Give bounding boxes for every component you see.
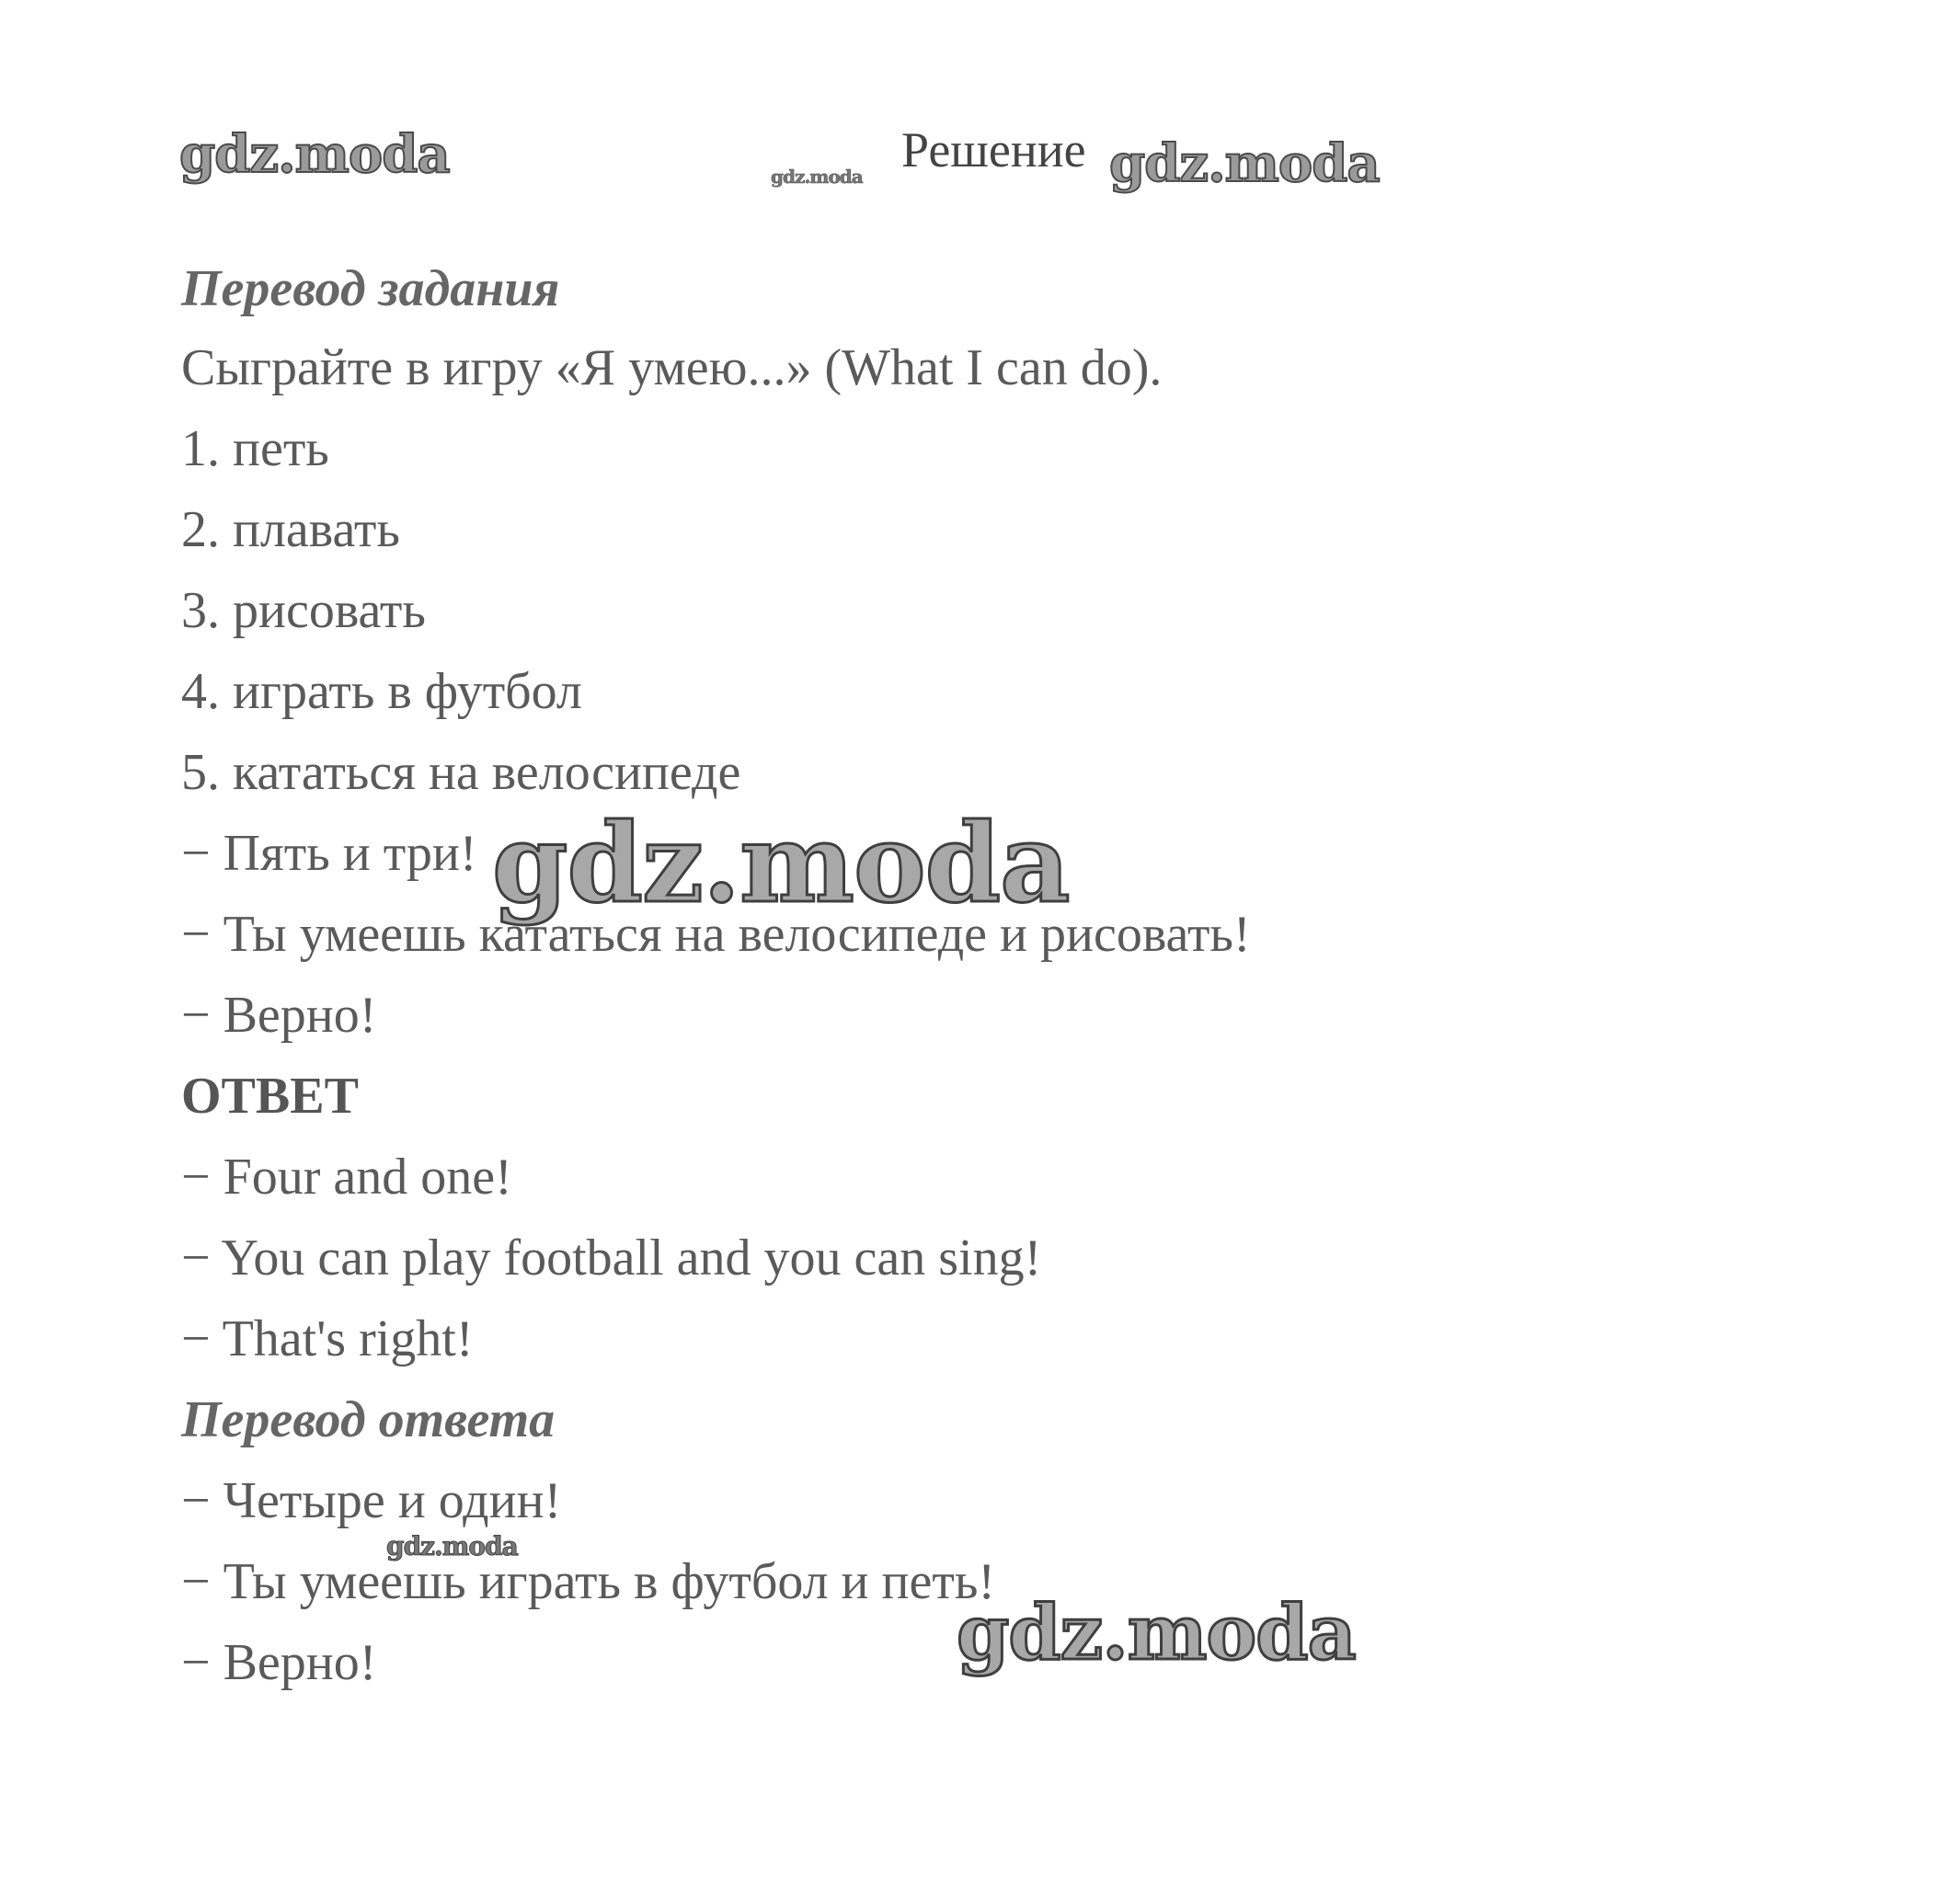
list-item: 1. петь (181, 420, 329, 477)
translation-line: − Верно! (181, 1634, 377, 1691)
list-item: 3. рисовать (181, 582, 426, 639)
answer-line: − You can play football and you can sing! (181, 1229, 1042, 1287)
translation-line: − Четыре и один! (181, 1472, 562, 1529)
list-item: 5. кататься на велосипеде (181, 744, 741, 801)
list-item: 2. плавать (181, 501, 400, 558)
watermark-logo: gdz.moda (386, 1531, 518, 1561)
watermark-logo: gdz.moda (771, 166, 863, 188)
answer-line: − That's right! (181, 1310, 474, 1367)
watermark-logo: gdz.moda (957, 1589, 1356, 1677)
watermark-logo: gdz.moda (179, 124, 450, 185)
dialogue-line: − Пять и три! (181, 825, 477, 882)
answer-line: − Four and one! (181, 1149, 512, 1206)
watermark-logo: gdz.moda (492, 799, 1070, 927)
dialogue-line: − Верно! (181, 987, 377, 1044)
section-heading-answer-translation: Перевод ответа (181, 1391, 556, 1448)
translation-line: − Ты умеешь играть в футбол и петь! (181, 1553, 996, 1610)
section-heading-task-translation: Перевод задания (181, 260, 560, 317)
list-item: 4. играть в футбол (181, 663, 582, 720)
task-instruction: Сыграйте в игру «Я умею...» (What I can do). (181, 339, 1163, 396)
dialogue-line: − Ты умеешь кататься на велосипеде и рисовать! (181, 906, 1251, 963)
watermark-logo: gdz.moda (1109, 133, 1380, 194)
page-title: Решение (901, 122, 1086, 177)
section-heading-answer: ОТВЕТ (181, 1068, 359, 1125)
